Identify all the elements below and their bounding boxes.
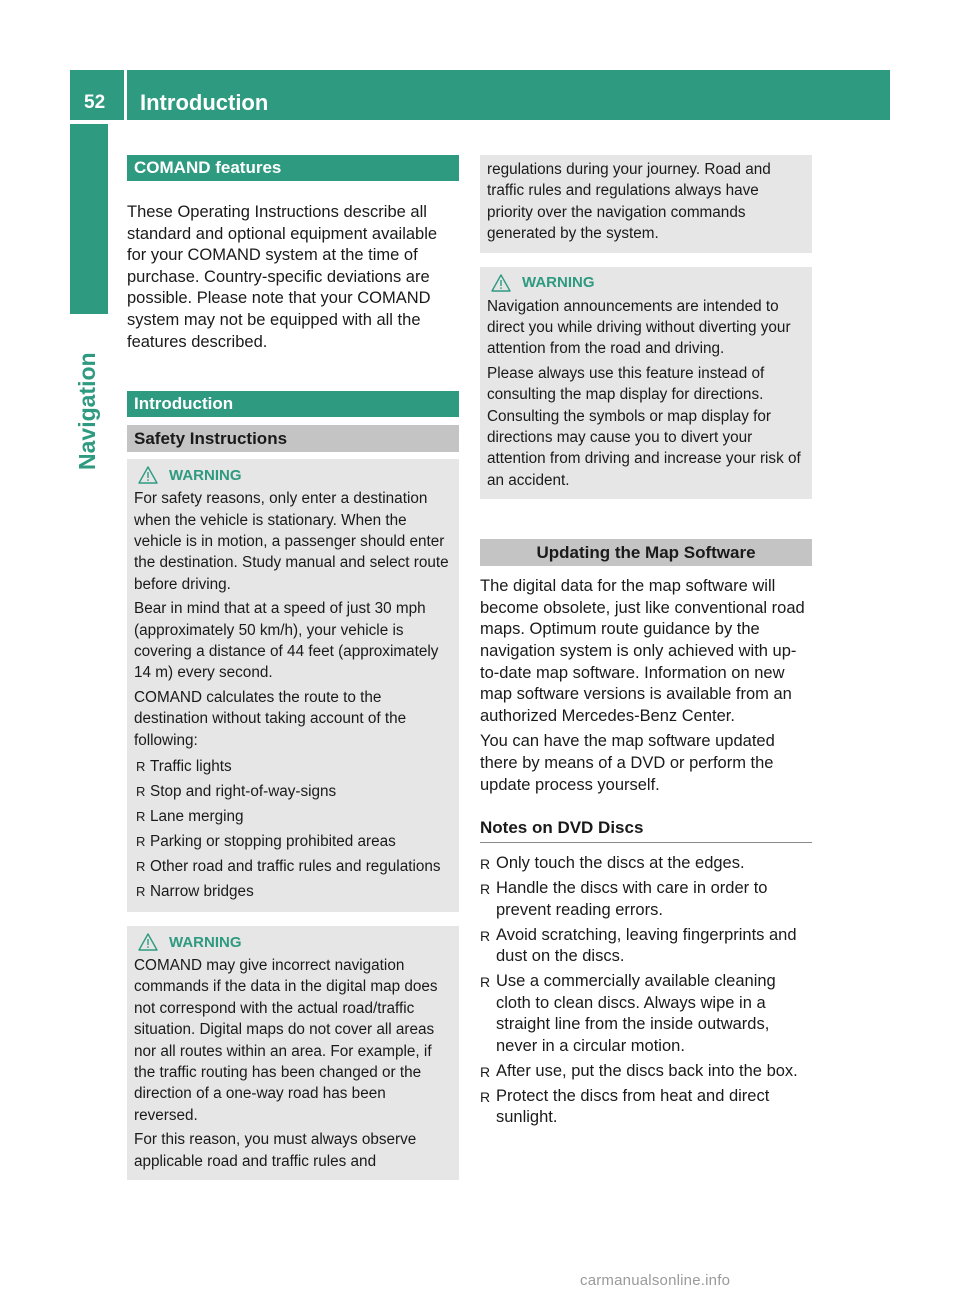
comand-features-heading: COMAND features bbox=[127, 155, 459, 181]
warning-label-3: WARNING bbox=[522, 274, 595, 292]
warning-box-2 bbox=[127, 926, 459, 1180]
warning-1-paragraph-1: For safety reasons, only enter a destination when the vehicle is stationary. When the vehicle is in motion, a passenger should enter the destination. Study manual and select route before driving. bbox=[134, 490, 449, 593]
warning-triangle-icon bbox=[138, 466, 158, 484]
list-item: R Other road and traffic rules and regulations bbox=[134, 854, 452, 879]
warning-2-paragraph-2: For this reason, you must always observe applicable road and traffic rules and bbox=[134, 1131, 417, 1170]
warning-1-paragraph-3: COMAND calculates the route to the destination without taking account of the following: bbox=[134, 688, 407, 749]
warning-header-3 bbox=[487, 273, 805, 293]
warning-box-1 bbox=[127, 459, 459, 912]
warning-header-2 bbox=[134, 932, 452, 952]
warning-3-paragraph-1: Navigation announcements are intended to direct you while driving without diverting your attention from the road and driving. bbox=[487, 297, 791, 358]
page-number: 52 bbox=[84, 92, 106, 113]
header-title: Introduction bbox=[140, 90, 269, 115]
warning-header-1 bbox=[134, 465, 452, 485]
header-divider bbox=[124, 70, 127, 120]
warning-1-list bbox=[134, 754, 452, 904]
warning-triangle-icon bbox=[491, 274, 511, 292]
list-item: R Narrow bridges bbox=[134, 879, 452, 904]
warning-label-2: WARNING bbox=[169, 933, 242, 951]
list-item: R Handle the discs with care in order to prevent reading errors. bbox=[480, 878, 812, 921]
warning-triangle-icon bbox=[138, 933, 158, 951]
warning-1-paragraph-2: Bear in mind that at a speed of just 30 mph (approximately 50 km/h), your vehicle is covering a distance of 44 feet (approximately 14 m) every second. bbox=[134, 600, 439, 682]
warning-label-1: WARNING bbox=[169, 466, 242, 484]
introduction-heading: Introduction bbox=[127, 391, 459, 417]
dvd-notes-heading: Notes on DVD Discs bbox=[480, 818, 812, 843]
side-tab-label: Navigation bbox=[74, 352, 100, 470]
dvd-notes-list bbox=[480, 853, 812, 1129]
updating-map-software-heading: Updating the Map Software bbox=[480, 539, 812, 566]
warning-2-paragraph-1: COMAND may give incorrect navigation commands if the data in the digital map does not correspond with the actual road/traffic situation. Digital maps do not cover all areas nor all routes within an area. For example, if the traffic routing has been changed or the direction of a one-way road has been reversed. bbox=[134, 957, 438, 1124]
comand-features-text: These Operating Instructions describe all standard and optional equipment available for your COMAND system at the time of purchase. Country-specific deviations are possible. Please note that your COMAND system may not be equipped with all the features described. bbox=[127, 203, 438, 351]
continued-warning-text: regulations during your journey. Road and traffic rules and regulations always have priority over the navigation commands generated by the system. bbox=[487, 161, 771, 243]
right-column bbox=[480, 155, 812, 1132]
updating-paragraph-2: You can have the map software updated there by means of a DVD or perform the update process yourself. bbox=[480, 732, 775, 794]
list-item: R Lane merging bbox=[134, 804, 452, 829]
warning-3-paragraph-2: Please always use this feature instead of consulting the map display for directions. Consulting the symbols or map display for directions may cause you to divert your attention from driving and increase your risk of an accident. bbox=[487, 364, 801, 489]
list-item: R Avoid scratching, leaving fingerprints and dust on the discs. bbox=[480, 925, 812, 968]
list-item: R Protect the discs from heat and direct sunlight. bbox=[480, 1086, 812, 1129]
watermark: carmanualsonline.info bbox=[580, 1272, 731, 1289]
updating-paragraph-1: The digital data for the map software will become obsolete, just like conventional road maps. Optimum route guidance by the navigation system is only achieved with up-to-date map software. Information on new map software versions is available from an authorized Mercedes-Benz Center. bbox=[480, 577, 805, 725]
list-item: R Use a commercially available cleaning cloth to clean discs. Always wipe in a straight line from the inside outwards, never in a circular motion. bbox=[480, 971, 812, 1057]
list-item: R Parking or stopping prohibited areas bbox=[134, 829, 452, 854]
continued-warning-box bbox=[480, 155, 812, 253]
list-item: R After use, put the discs back into the box. bbox=[480, 1061, 812, 1083]
warning-box-3 bbox=[480, 267, 812, 500]
side-tab-block bbox=[70, 124, 108, 314]
safety-instructions-heading: Safety Instructions bbox=[127, 425, 459, 452]
left-column bbox=[127, 155, 459, 1180]
list-item: R Traffic lights bbox=[134, 754, 452, 779]
list-item: R Only touch the discs at the edges. bbox=[480, 853, 812, 875]
list-item: R Stop and right-of-way-signs bbox=[134, 779, 452, 804]
